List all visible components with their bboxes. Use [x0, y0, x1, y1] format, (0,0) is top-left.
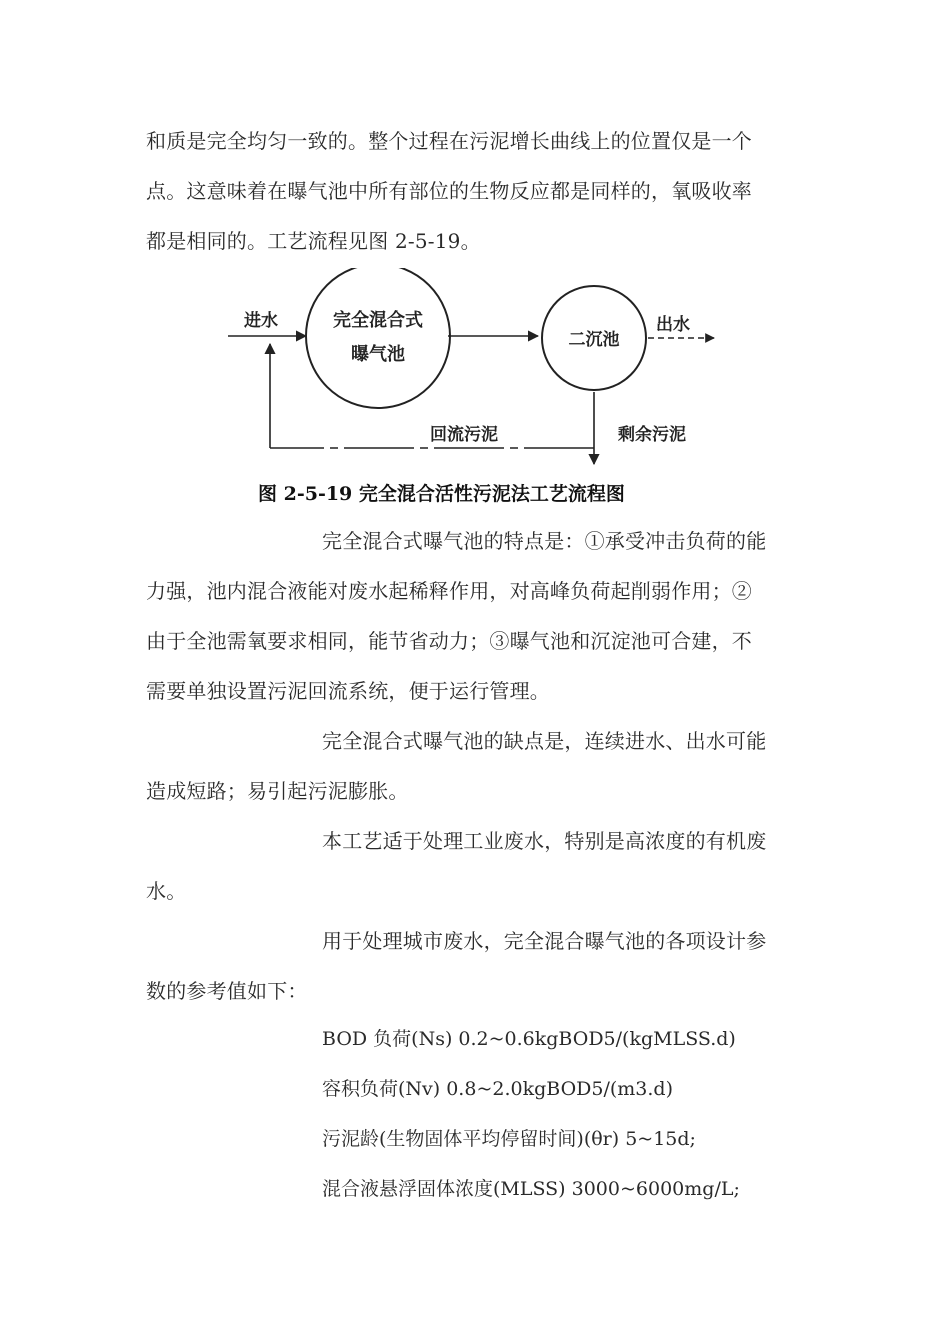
aeration-tank-label-2: 曝气池: [351, 344, 405, 365]
paragraph4-line-1: 本工艺适于处理工业废水，特别是高浓度的有机废: [322, 829, 767, 853]
aeration-tank: [306, 268, 450, 408]
outlet-label: 出水: [656, 315, 690, 335]
paragraph2-line-3: 由于全池需氧要求相同，能节省动力；③曝气池和沉淀池可合建，不: [146, 629, 752, 653]
return-sludge-label: 回流污泥: [430, 425, 498, 445]
paragraph2-line-1: 完全混合式曝气池的特点是：①承受冲击负荷的能: [322, 529, 767, 553]
aeration-tank-label-1: 完全混合式: [333, 310, 423, 331]
process-flow-diagram: [226, 268, 726, 508]
excess-sludge-label: 剩余污泥: [618, 425, 686, 445]
paragraph5-line-2: 数的参考值如下：: [146, 979, 308, 1003]
paragraph1-line-3: 都是相同的。工艺流程见图 2-5-19。: [146, 229, 481, 253]
inlet-label: 进水: [244, 311, 278, 331]
paragraph4-line-2: 水。: [146, 879, 187, 903]
parameter-volume-load: 容积负荷(Nv) 0.8~2.0kgBOD5/(m3.d): [322, 1078, 673, 1100]
paragraph1-line-2: 点。这意味着在曝气池中所有部位的生物反应都是同样的，氧吸收率: [146, 179, 752, 203]
parameter-sludge-age: 污泥龄(生物固体平均停留时间)(θr) 5~15d;: [322, 1128, 696, 1150]
paragraph3-line-2: 造成短路；易引起污泥膨胀。: [146, 779, 409, 803]
paragraph5-line-1: 用于处理城市废水，完全混合曝气池的各项设计参: [322, 929, 767, 953]
paragraph2-line-2: 力强，池内混合液能对废水起稀释作用，对高峰负荷起削弱作用；②: [146, 579, 752, 603]
paragraph1-line-1: 和质是完全均匀一致的。整个过程在污泥增长曲线上的位置仅是一个: [146, 129, 752, 153]
figure-caption: 图 2-5-19 完全混合活性污泥法工艺流程图: [258, 483, 625, 505]
clarifier-label: 二沉池: [568, 330, 620, 350]
paragraph3-line-1: 完全混合式曝气池的缺点是，连续进水、出水可能: [322, 729, 767, 753]
paragraph2-line-4: 需要单独设置污泥回流系统，便于运行管理。: [146, 679, 550, 703]
parameter-bod-load: BOD 负荷(Ns) 0.2~0.6kgBOD5/(kgMLSS.d): [322, 1028, 736, 1050]
parameter-mlss: 混合液悬浮固体浓度(MLSS) 3000~6000mg/L;: [322, 1178, 740, 1200]
